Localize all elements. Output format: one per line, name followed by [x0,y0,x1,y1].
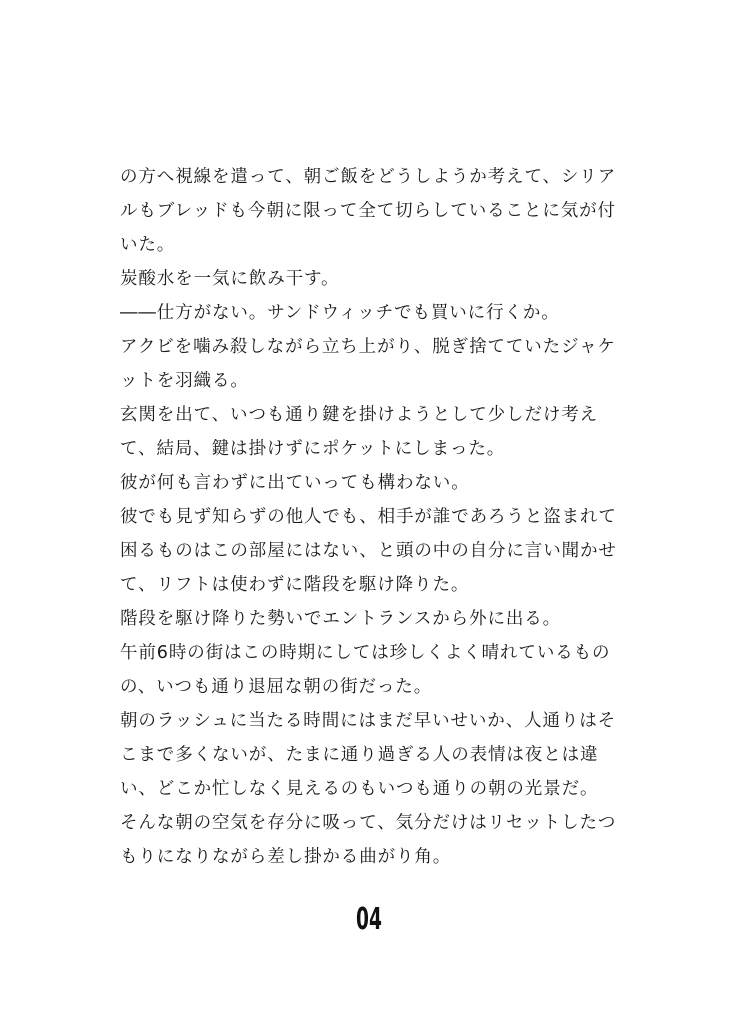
text-line: 玄関を出て、いつも通り鍵を掛けようとして少しだけ考え [120,405,599,425]
text-line: 午前6時の街はこの時期にしては珍しくよく晴れているもの [120,643,611,663]
body-text [120,160,640,874]
text-line: ――仕方がない。サンドウィッチでも買いに行くか。 [120,303,560,323]
text-line: 階段を駆け降りた勢いでエントランスから外に出る。 [120,609,562,629]
text-line: アクビを噛み殺しながら立ち上がり、脱ぎ捨てていたジャケ [120,337,616,357]
text-line: 朝のラッシュに当たる時間にはまだ早いせいか、人通りはそ [120,711,617,731]
text-line: 彼でも見ず知らずの他人でも、相手が誰であろうと盗まれて [120,507,617,527]
text-line: 彼が何も言わずに出ていっても構わない。 [120,473,470,493]
text-line: の方へ視線を遣って、朝ご飯をどうしようか考えて、シリア [120,167,617,187]
text-line: 困るものはこの部屋にはない、と頭の中の自分に言い聞かせ [120,541,617,561]
page-number: 04 [356,902,382,937]
text-line: いた。 [120,235,176,255]
text-line: ルもブレッドも今朝に限って全て切らしていることに気が付 [120,201,616,221]
text-line: て、結局、鍵は掛けずにポケットにしまった。 [120,439,506,459]
text-line: こまで多くないが、たまに通り過ぎる人の表情は夜とは違 [120,745,599,765]
text-line: そんな朝の空気を存分に吸って、気分だけはリセットしたつ [120,813,617,833]
text-line: て、リフトは使わずに階段を駆け降りた。 [120,575,470,595]
text-line: ットを羽織る。 [120,371,249,391]
text-line: い、どこか忙しなく見えるのもいつも通りの朝の光景だ。 [120,779,599,799]
text-line: 炭酸水を一気に飲み干す。 [120,269,340,289]
text-line: もりになりながら差し掛かる曲がり角。 [120,847,452,867]
text-line: の、いつも通り退屈な朝の街だった。 [120,677,433,697]
